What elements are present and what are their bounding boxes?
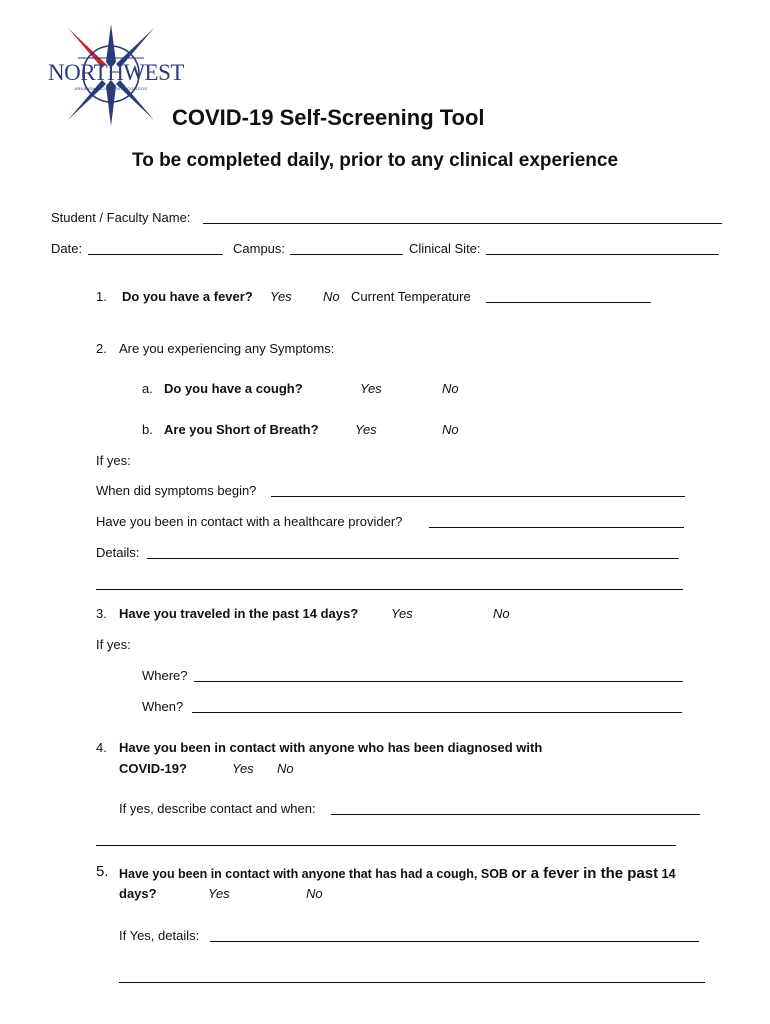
q3-no-option[interactable]: No (493, 606, 510, 621)
symptoms-begin-field[interactable] (271, 496, 685, 497)
q2b-no-option[interactable]: No (442, 422, 459, 437)
logo-wordmark: NORTHWEST (48, 60, 184, 85)
q3-number: 3. (96, 606, 107, 621)
q1-no-option[interactable]: No (323, 289, 340, 304)
q1-temperature-label: Current Temperature (351, 289, 471, 304)
q2a-question: Do you have a cough? (164, 381, 303, 396)
q2-details-label: Details: (96, 545, 140, 560)
q2b-yes-option[interactable]: Yes (355, 422, 377, 437)
q4-yes-option[interactable]: Yes (232, 761, 254, 776)
q3-if-yes-label: If yes: (96, 637, 131, 652)
q5-number: 5. (96, 863, 109, 880)
q5-details-field-continued[interactable] (119, 982, 705, 983)
q2b-marker: b. (142, 422, 153, 437)
travel-when-label: When? (142, 699, 184, 714)
date-field[interactable] (88, 254, 223, 255)
name-label: Student / Faculty Name: (51, 210, 191, 225)
logo-subtitle: ARKANSAS COMMUNITY COLLEGE (74, 86, 148, 91)
college-logo (48, 22, 184, 128)
q2a-no-option[interactable]: No (442, 381, 459, 396)
q5-question-line2: days? (119, 886, 157, 901)
q4-question-line2: COVID-19? (119, 761, 187, 776)
q5-details-field[interactable] (210, 941, 699, 942)
q2-number: 2. (96, 341, 107, 356)
q2a-yes-option[interactable]: Yes (360, 381, 382, 396)
q5-yes-option[interactable]: Yes (208, 886, 230, 901)
q4-describe-label: If yes, describe contact and when: (119, 801, 316, 816)
q4-describe-field[interactable] (331, 814, 700, 815)
q2-details-field[interactable] (147, 558, 679, 559)
q4-question-line1: Have you been in contact with anyone who has been diagnosed with (119, 740, 543, 755)
q3-yes-option[interactable]: Yes (391, 606, 413, 621)
travel-where-field[interactable] (194, 681, 683, 682)
q2a-marker: a. (142, 381, 153, 396)
q3-question: Have you traveled in the past 14 days? (119, 606, 359, 621)
clinical-site-field[interactable] (486, 254, 719, 255)
name-field[interactable] (203, 223, 722, 224)
q2-details-field-continued[interactable] (96, 589, 683, 590)
symptoms-begin-label: When did symptoms begin? (96, 483, 257, 498)
campus-label: Campus: (233, 241, 286, 256)
q5-question-line1 (119, 865, 676, 882)
q1-yes-option[interactable]: Yes (270, 289, 292, 304)
campus-field[interactable] (290, 254, 403, 255)
date-label: Date: (51, 241, 83, 256)
healthcare-provider-label: Have you been in contact with a healthcare provider? (96, 514, 403, 529)
q5-question-part-a: Have you been in contact with anyone that has had a cough, SOB (119, 867, 508, 881)
q5-question-part-b: or a fever in the past (511, 865, 659, 882)
q4-no-option[interactable]: No (277, 761, 294, 776)
q1-temperature-field[interactable] (486, 302, 651, 303)
q4-describe-field-continued[interactable] (96, 845, 676, 846)
clinical-site-label: Clinical Site: (409, 241, 481, 256)
q1-question: Do you have a fever? (122, 289, 253, 304)
q4-number: 4. (96, 740, 107, 755)
q2-question: Are you experiencing any Symptoms: (119, 341, 335, 356)
travel-when-field[interactable] (192, 712, 682, 713)
travel-where-label: Where? (142, 668, 188, 683)
q5-details-label: If Yes, details: (119, 928, 200, 943)
healthcare-provider-field[interactable] (429, 527, 684, 528)
q2b-question: Are you Short of Breath? (164, 422, 319, 437)
q5-question-part-c: 14 (661, 867, 676, 881)
q5-no-option[interactable]: No (306, 886, 323, 901)
page-title: COVID-19 Self-Screening Tool (172, 105, 485, 130)
q1-number: 1. (96, 289, 107, 304)
q2-if-yes-label: If yes: (96, 453, 131, 468)
page-subtitle: To be completed daily, prior to any clinical experience (132, 150, 619, 171)
